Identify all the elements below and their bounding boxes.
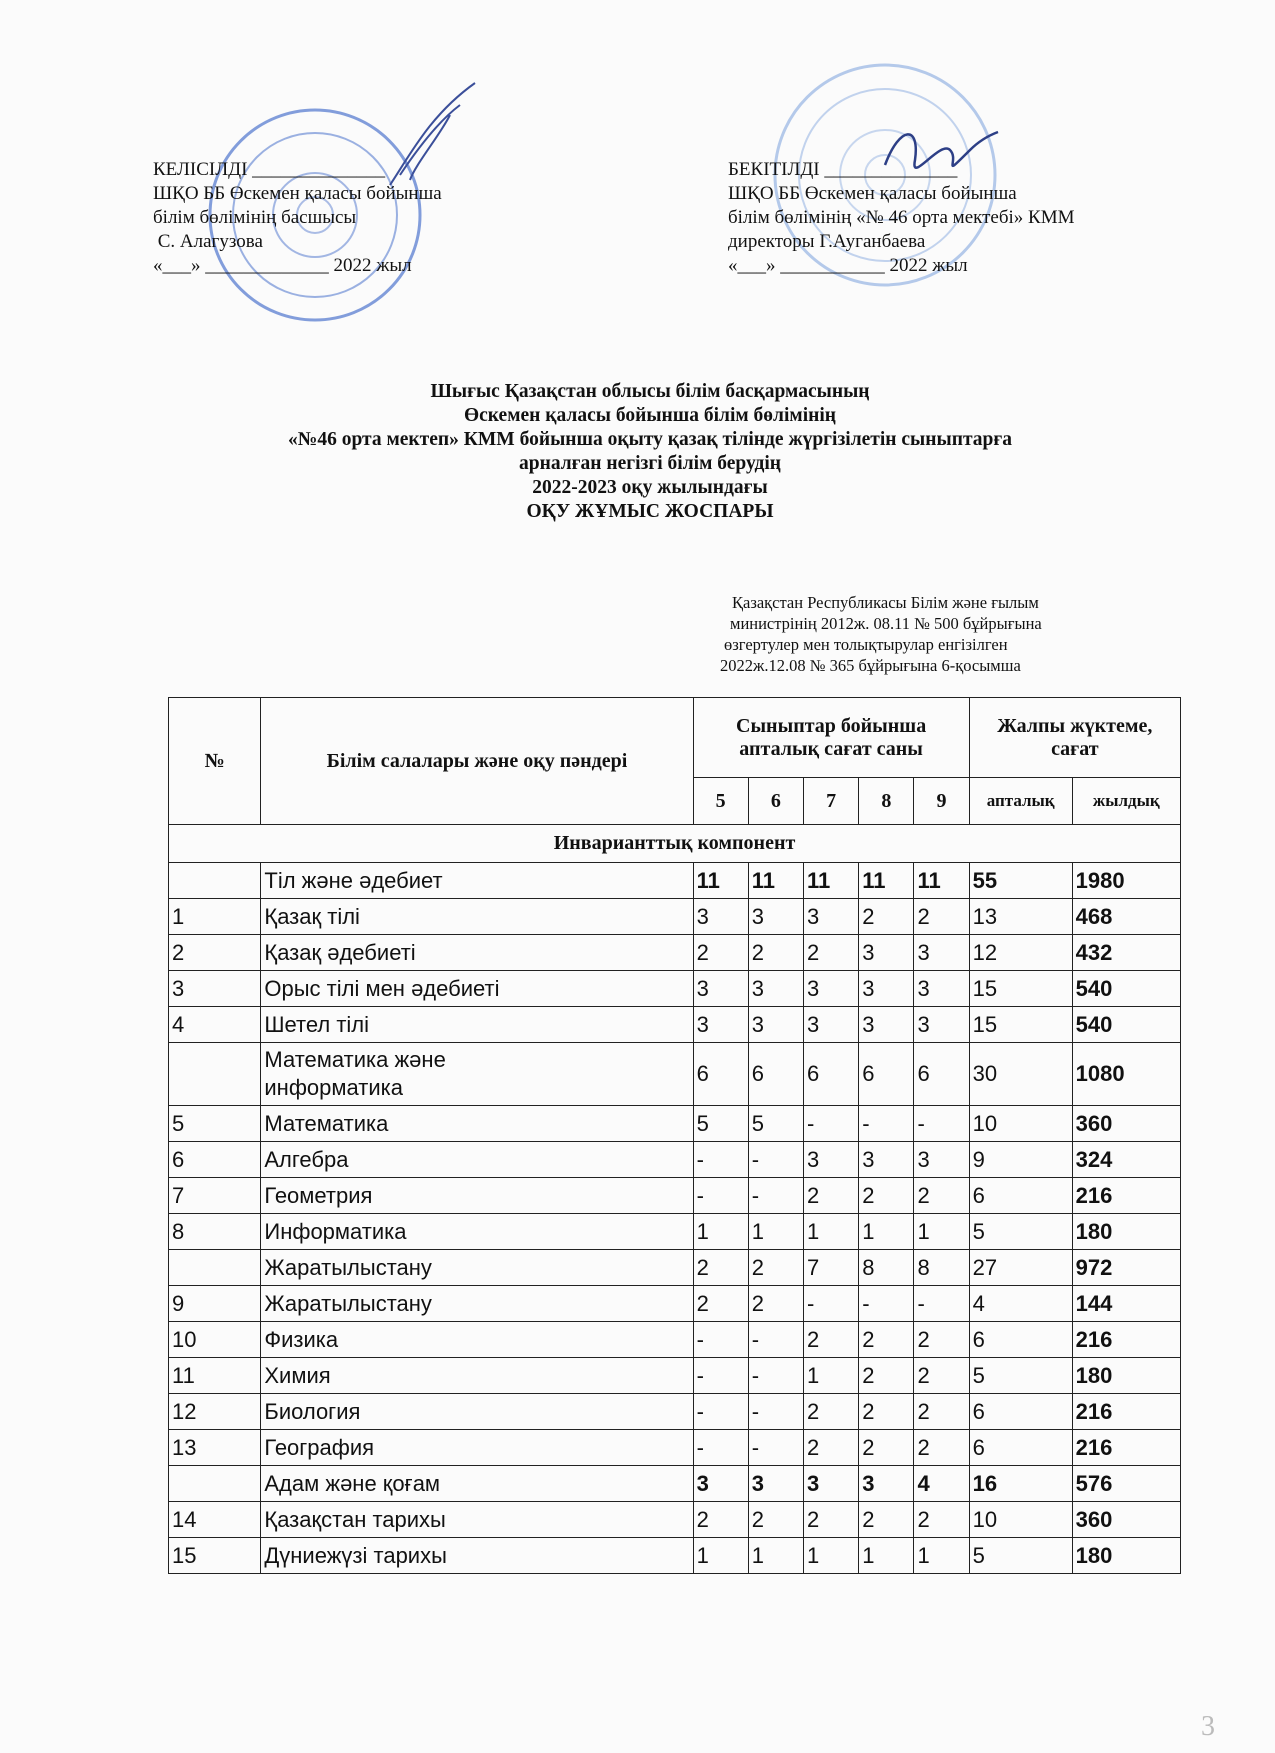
title-line2: Өскемен қаласы бойынша білім бөлімінің bbox=[463, 405, 837, 426]
class-hours: 11 bbox=[914, 863, 969, 899]
left-approval-block bbox=[153, 158, 442, 278]
class-hours: 5 bbox=[693, 1106, 748, 1142]
class-hours: 3 bbox=[859, 935, 914, 971]
weekly-total: 55 bbox=[969, 863, 1072, 899]
class-hours: 2 bbox=[859, 1430, 914, 1466]
class-hours: - bbox=[748, 1394, 803, 1430]
subject-name: Дүниежүзі тарихы bbox=[261, 1538, 693, 1574]
class-hours: - bbox=[914, 1286, 969, 1322]
row-number bbox=[169, 1466, 261, 1502]
header-total-load: Жалпы жүктеме, сағат bbox=[969, 698, 1180, 778]
yearly-total: 216 bbox=[1072, 1178, 1180, 1214]
class-hours: 1 bbox=[804, 1358, 859, 1394]
subject-name: Химия bbox=[261, 1358, 693, 1394]
yearly-total: 180 bbox=[1072, 1358, 1180, 1394]
weekly-total: 5 bbox=[969, 1538, 1072, 1574]
subject-group-row bbox=[169, 1466, 1181, 1502]
class-hours: 2 bbox=[914, 1358, 969, 1394]
class-hours: - bbox=[693, 1394, 748, 1430]
row-number: 1 bbox=[169, 899, 261, 935]
class-hours: 2 bbox=[914, 899, 969, 935]
class-hours: - bbox=[804, 1106, 859, 1142]
class-hours: - bbox=[693, 1178, 748, 1214]
class-hours: 3 bbox=[859, 971, 914, 1007]
subject-row bbox=[169, 1214, 1181, 1250]
left-approval-line3: білім бөлімінің басшысы bbox=[153, 207, 357, 228]
header-class: 8 bbox=[859, 778, 914, 825]
weekly-total: 6 bbox=[969, 1430, 1072, 1466]
row-number: 11 bbox=[169, 1358, 261, 1394]
class-hours: 2 bbox=[693, 935, 748, 971]
class-hours: 2 bbox=[804, 1502, 859, 1538]
subject-name: Қазақ әдебиеті bbox=[261, 935, 693, 971]
class-hours: 3 bbox=[804, 899, 859, 935]
subject-row bbox=[169, 1142, 1181, 1178]
class-hours: 11 bbox=[859, 863, 914, 899]
reference-line2: министрінің 2012ж. 08.11 № 500 бұйрығына bbox=[730, 614, 1042, 633]
weekly-total: 10 bbox=[969, 1502, 1072, 1538]
class-hours: 3 bbox=[748, 971, 803, 1007]
row-number: 10 bbox=[169, 1322, 261, 1358]
class-hours: 2 bbox=[859, 1178, 914, 1214]
class-hours: 3 bbox=[804, 1142, 859, 1178]
weekly-total: 16 bbox=[969, 1466, 1072, 1502]
subject-row bbox=[169, 1178, 1181, 1214]
row-number: 8 bbox=[169, 1214, 261, 1250]
class-hours: - bbox=[693, 1358, 748, 1394]
row-number: 12 bbox=[169, 1394, 261, 1430]
class-hours: 6 bbox=[693, 1043, 748, 1106]
yearly-total: 972 bbox=[1072, 1250, 1180, 1286]
class-hours: - bbox=[748, 1178, 803, 1214]
class-hours: - bbox=[748, 1142, 803, 1178]
class-hours: 3 bbox=[693, 971, 748, 1007]
subject-name: Тіл және әдебиет bbox=[261, 863, 693, 899]
class-hours: 3 bbox=[914, 971, 969, 1007]
reference-line1: Қазақстан Республикасы Білім және ғылым bbox=[732, 593, 1039, 612]
class-hours: 3 bbox=[804, 1466, 859, 1502]
class-hours: 2 bbox=[859, 899, 914, 935]
class-hours: 7 bbox=[804, 1250, 859, 1286]
subject-name: Қазақстан тарихы bbox=[261, 1502, 693, 1538]
subject-name: Адам және қоғам bbox=[261, 1466, 693, 1502]
study-plan-table bbox=[168, 697, 1181, 1574]
yearly-total: 1080 bbox=[1072, 1043, 1180, 1106]
class-hours: - bbox=[859, 1106, 914, 1142]
row-number: 6 bbox=[169, 1142, 261, 1178]
class-hours: 11 bbox=[748, 863, 803, 899]
weekly-total: 6 bbox=[969, 1322, 1072, 1358]
class-hours: 2 bbox=[693, 1286, 748, 1322]
class-hours: 1 bbox=[748, 1214, 803, 1250]
class-hours: 3 bbox=[804, 971, 859, 1007]
class-hours: 3 bbox=[693, 1466, 748, 1502]
class-hours: 3 bbox=[914, 1007, 969, 1043]
class-hours: 3 bbox=[914, 935, 969, 971]
subject-group-row bbox=[169, 1250, 1181, 1286]
class-hours: - bbox=[693, 1430, 748, 1466]
yearly-total: 468 bbox=[1072, 899, 1180, 935]
class-hours: 3 bbox=[693, 1007, 748, 1043]
subject-row bbox=[169, 1286, 1181, 1322]
title-line6: ОҚУ ЖҰМЫС ЖОСПАРЫ bbox=[526, 501, 774, 522]
class-hours: 2 bbox=[859, 1502, 914, 1538]
class-hours: 2 bbox=[914, 1178, 969, 1214]
left-approval-line2: ШҚО ББ Өскемен қаласы бойынша bbox=[153, 183, 442, 204]
subject-row bbox=[169, 935, 1181, 971]
class-hours: 2 bbox=[748, 1502, 803, 1538]
class-hours: - bbox=[914, 1106, 969, 1142]
yearly-total: 360 bbox=[1072, 1502, 1180, 1538]
right-approval-block bbox=[728, 158, 1075, 278]
yearly-total: 216 bbox=[1072, 1430, 1180, 1466]
subject-name: Қазақ тілі bbox=[261, 899, 693, 935]
subject-name: Орыс тілі мен әдебиеті bbox=[261, 971, 693, 1007]
class-hours: - bbox=[859, 1286, 914, 1322]
yearly-total: 216 bbox=[1072, 1322, 1180, 1358]
class-hours: 6 bbox=[748, 1043, 803, 1106]
class-hours: 1 bbox=[859, 1538, 914, 1574]
class-hours: 2 bbox=[804, 1322, 859, 1358]
right-approval-line3: білім бөлімінің «№ 46 орта мектебі» КММ bbox=[728, 207, 1075, 228]
subject-name: Алгебра bbox=[261, 1142, 693, 1178]
class-hours: 2 bbox=[859, 1322, 914, 1358]
left-approval-line5: «___» _____________ 2022 жыл bbox=[153, 255, 412, 276]
document-title bbox=[150, 380, 1150, 524]
class-hours: 1 bbox=[859, 1214, 914, 1250]
weekly-total: 15 bbox=[969, 1007, 1072, 1043]
reference-line3: өзгертулер мен толықтырулар енгізілген bbox=[724, 635, 1008, 654]
header-class: 9 bbox=[914, 778, 969, 825]
class-hours: 8 bbox=[914, 1250, 969, 1286]
subject-name: Шетел тілі bbox=[261, 1007, 693, 1043]
row-number: 13 bbox=[169, 1430, 261, 1466]
class-hours: - bbox=[693, 1142, 748, 1178]
row-number: 7 bbox=[169, 1178, 261, 1214]
yearly-total: 360 bbox=[1072, 1106, 1180, 1142]
yearly-total: 1980 bbox=[1072, 863, 1180, 899]
right-approval-line1: БЕКІТІЛДІ ______________ bbox=[728, 159, 958, 180]
class-hours: 11 bbox=[804, 863, 859, 899]
left-approval-line4: С. Алагузова bbox=[153, 231, 263, 252]
class-hours: 2 bbox=[748, 1286, 803, 1322]
subject-row bbox=[169, 899, 1181, 935]
title-line3: «№46 орта мектеп» КММ бойынша оқыту қазақ тілінде жүргізілетін сыныптарға bbox=[288, 429, 1012, 450]
class-hours: 3 bbox=[859, 1007, 914, 1043]
subject-name: Математика bbox=[261, 1106, 693, 1142]
subject-row bbox=[169, 1106, 1181, 1142]
class-hours: - bbox=[693, 1322, 748, 1358]
subject-name: Жаратылыстану bbox=[261, 1250, 693, 1286]
row-number bbox=[169, 863, 261, 899]
yearly-total: 576 bbox=[1072, 1466, 1180, 1502]
class-hours: 2 bbox=[914, 1502, 969, 1538]
left-approval-line1: КЕЛІСІЛДІ ______________ bbox=[153, 159, 386, 180]
class-hours: 3 bbox=[859, 1142, 914, 1178]
yearly-total: 324 bbox=[1072, 1142, 1180, 1178]
class-hours: 3 bbox=[748, 1466, 803, 1502]
order-reference bbox=[720, 592, 1140, 676]
yearly-total: 216 bbox=[1072, 1394, 1180, 1430]
title-line4: арналған негізгі білім берудің bbox=[518, 453, 781, 474]
title-line5: 2022-2023 оқу жылындағы bbox=[532, 477, 768, 498]
weekly-total: 6 bbox=[969, 1394, 1072, 1430]
class-hours: 2 bbox=[914, 1430, 969, 1466]
class-hours: 1 bbox=[804, 1214, 859, 1250]
class-hours: 4 bbox=[914, 1466, 969, 1502]
class-hours: 2 bbox=[859, 1358, 914, 1394]
class-hours: 2 bbox=[804, 1430, 859, 1466]
yearly-total: 432 bbox=[1072, 935, 1180, 971]
weekly-total: 4 bbox=[969, 1286, 1072, 1322]
class-hours: 2 bbox=[804, 1394, 859, 1430]
subject-name: География bbox=[261, 1430, 693, 1466]
subject-name: Математика және информатика bbox=[261, 1043, 693, 1106]
yearly-total: 540 bbox=[1072, 1007, 1180, 1043]
class-hours: 2 bbox=[693, 1502, 748, 1538]
header-weekly: апталық bbox=[969, 778, 1072, 825]
class-hours: 2 bbox=[748, 935, 803, 971]
class-hours: 3 bbox=[859, 1466, 914, 1502]
subject-name: Биология bbox=[261, 1394, 693, 1430]
weekly-total: 15 bbox=[969, 971, 1072, 1007]
class-hours: 1 bbox=[804, 1538, 859, 1574]
right-approval-line2: ШҚО ББ Өскемен қаласы бойынша bbox=[728, 183, 1017, 204]
class-hours: 2 bbox=[693, 1250, 748, 1286]
subject-row bbox=[169, 1358, 1181, 1394]
header-yearly: жылдық bbox=[1072, 778, 1180, 825]
subject-name: Информатика bbox=[261, 1214, 693, 1250]
weekly-total: 13 bbox=[969, 899, 1072, 935]
yearly-total: 144 bbox=[1072, 1286, 1180, 1322]
row-number bbox=[169, 1043, 261, 1106]
right-approval-line5: «___» ___________ 2022 жыл bbox=[728, 255, 968, 276]
weekly-total: 30 bbox=[969, 1043, 1072, 1106]
subject-row bbox=[169, 1394, 1181, 1430]
right-approval-line4: директоры Г.Ауганбаева bbox=[728, 231, 926, 252]
row-number: 9 bbox=[169, 1286, 261, 1322]
class-hours: 3 bbox=[748, 1007, 803, 1043]
page-number: 3 bbox=[1201, 1711, 1215, 1742]
class-hours: - bbox=[748, 1430, 803, 1466]
subject-row bbox=[169, 1538, 1181, 1574]
yearly-total: 180 bbox=[1072, 1538, 1180, 1574]
class-hours: 2 bbox=[914, 1394, 969, 1430]
class-hours: 6 bbox=[804, 1043, 859, 1106]
row-number: 15 bbox=[169, 1538, 261, 1574]
header-number: № bbox=[169, 698, 261, 825]
class-hours: 3 bbox=[914, 1142, 969, 1178]
subject-row bbox=[169, 1007, 1181, 1043]
subject-row bbox=[169, 1502, 1181, 1538]
class-hours: - bbox=[804, 1286, 859, 1322]
class-hours: 8 bbox=[859, 1250, 914, 1286]
subject-row bbox=[169, 971, 1181, 1007]
subject-name: Жаратылыстану bbox=[261, 1286, 693, 1322]
class-hours: 6 bbox=[859, 1043, 914, 1106]
class-hours: - bbox=[748, 1322, 803, 1358]
class-hours: 1 bbox=[693, 1538, 748, 1574]
header-class: 6 bbox=[748, 778, 803, 825]
header-weekly-by-class: Сыныптар бойынша апталық сағат саны bbox=[693, 698, 969, 778]
weekly-total: 6 bbox=[969, 1178, 1072, 1214]
class-hours: 3 bbox=[748, 899, 803, 935]
row-number: 2 bbox=[169, 935, 261, 971]
yearly-total: 540 bbox=[1072, 971, 1180, 1007]
row-number: 5 bbox=[169, 1106, 261, 1142]
weekly-total: 9 bbox=[969, 1142, 1072, 1178]
weekly-total: 5 bbox=[969, 1214, 1072, 1250]
subject-name: Геометрия bbox=[261, 1178, 693, 1214]
title-line1: Шығыс Қазақстан облысы білім басқармасының bbox=[430, 381, 870, 402]
row-number: 14 bbox=[169, 1502, 261, 1538]
row-number: 4 bbox=[169, 1007, 261, 1043]
class-hours: 3 bbox=[804, 1007, 859, 1043]
class-hours: 2 bbox=[914, 1322, 969, 1358]
class-hours: 2 bbox=[859, 1394, 914, 1430]
class-hours: 2 bbox=[748, 1250, 803, 1286]
class-hours: 1 bbox=[748, 1538, 803, 1574]
class-hours: 1 bbox=[914, 1538, 969, 1574]
row-number bbox=[169, 1250, 261, 1286]
subject-name: Физика bbox=[261, 1322, 693, 1358]
class-hours: 1 bbox=[914, 1214, 969, 1250]
weekly-total: 12 bbox=[969, 935, 1072, 971]
class-hours: 5 bbox=[748, 1106, 803, 1142]
subject-row bbox=[169, 1430, 1181, 1466]
class-hours: 2 bbox=[804, 935, 859, 971]
subject-group-row bbox=[169, 863, 1181, 899]
header-class: 7 bbox=[804, 778, 859, 825]
header-subjects: Білім салалары және оқу пәндері bbox=[261, 698, 693, 825]
reference-line4: 2022ж.12.08 № 365 бұйрығына 6-қосымша bbox=[720, 656, 1021, 675]
header-class: 5 bbox=[693, 778, 748, 825]
component-heading: Инварианттық компонент bbox=[169, 825, 1181, 863]
subject-row bbox=[169, 1322, 1181, 1358]
weekly-total: 10 bbox=[969, 1106, 1072, 1142]
class-hours: 11 bbox=[693, 863, 748, 899]
weekly-total: 27 bbox=[969, 1250, 1072, 1286]
class-hours: 6 bbox=[914, 1043, 969, 1106]
row-number: 3 bbox=[169, 971, 261, 1007]
class-hours: - bbox=[748, 1358, 803, 1394]
weekly-total: 5 bbox=[969, 1358, 1072, 1394]
class-hours: 3 bbox=[693, 899, 748, 935]
class-hours: 2 bbox=[804, 1178, 859, 1214]
subject-group-row bbox=[169, 1043, 1181, 1106]
class-hours: 1 bbox=[693, 1214, 748, 1250]
yearly-total: 180 bbox=[1072, 1214, 1180, 1250]
